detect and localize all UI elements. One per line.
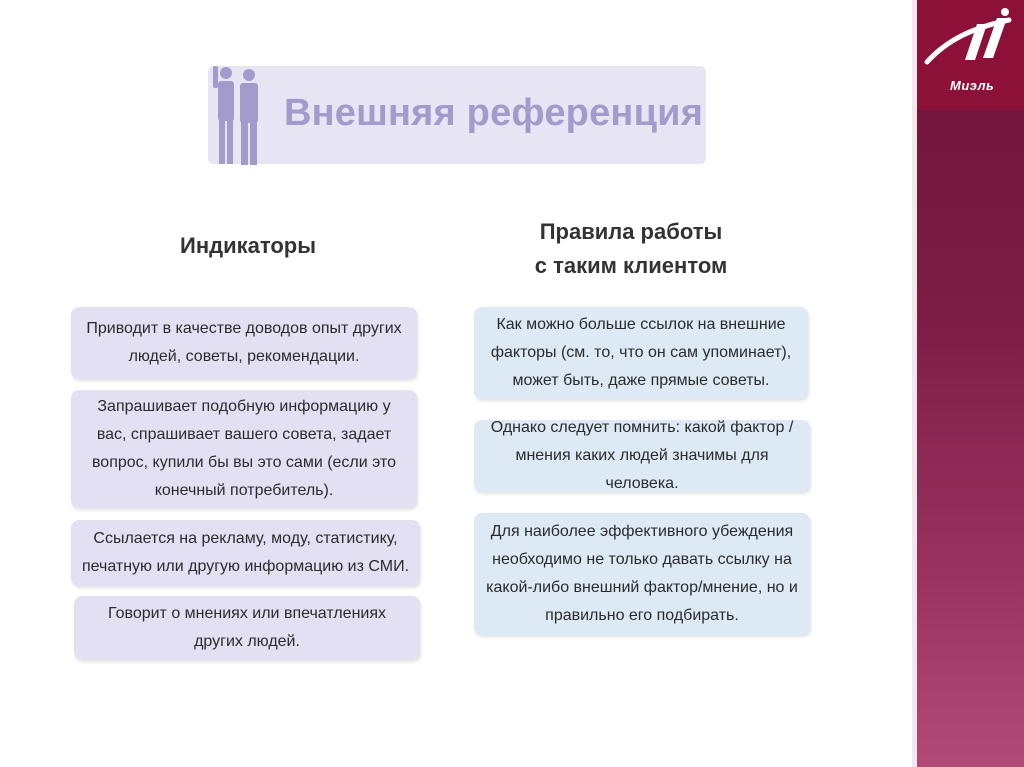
sidebar-decoration — [912, 0, 1024, 767]
brand-name: Миэль — [950, 78, 995, 93]
brand-logo — [917, 0, 1024, 110]
indicator-card-2: Запрашивает подобную информацию у вас, спрашивает вашего совета, задает вопрос, купили бы вы это сами (если это конечный потребитель). — [71, 390, 417, 508]
people-icon — [213, 64, 267, 168]
indicator-card-3: Ссылается на рекламу, моду, статистику, печатную или другую информацию из СМИ. — [71, 520, 420, 586]
indicator-card-4: Говорит о мнениях или впечатлениях других людей. — [74, 596, 420, 660]
rule-card-1: Как можно больше ссылок на внешние факторы (см. то, что он сам упоминает), может быть, даже прямые советы. — [474, 307, 808, 399]
sidebar-stripe — [912, 0, 917, 767]
left-heading: Индикаторы — [180, 233, 316, 258]
right-heading — [500, 215, 762, 283]
rule-card-2: Однако следует помнить: какой фактор / мнения каких людей значимы для человека. — [474, 420, 810, 492]
right-heading-line2: с таким клиентом — [534, 253, 728, 278]
indicator-card-1: Приводит в качестве доводов опыт других людей, советы, рекомендации. — [71, 307, 417, 379]
right-heading-line1: Правила работы — [539, 219, 723, 244]
logo-swoosh-icon — [917, 0, 1024, 80]
rule-card-3: Для наиболее эффективного убеждения необходимо не только давать ссылку на какой-либо внешний фактор/мнение, но и правильно его подбирать. — [474, 513, 810, 635]
slide-title: Внешняя референция — [284, 92, 704, 134]
